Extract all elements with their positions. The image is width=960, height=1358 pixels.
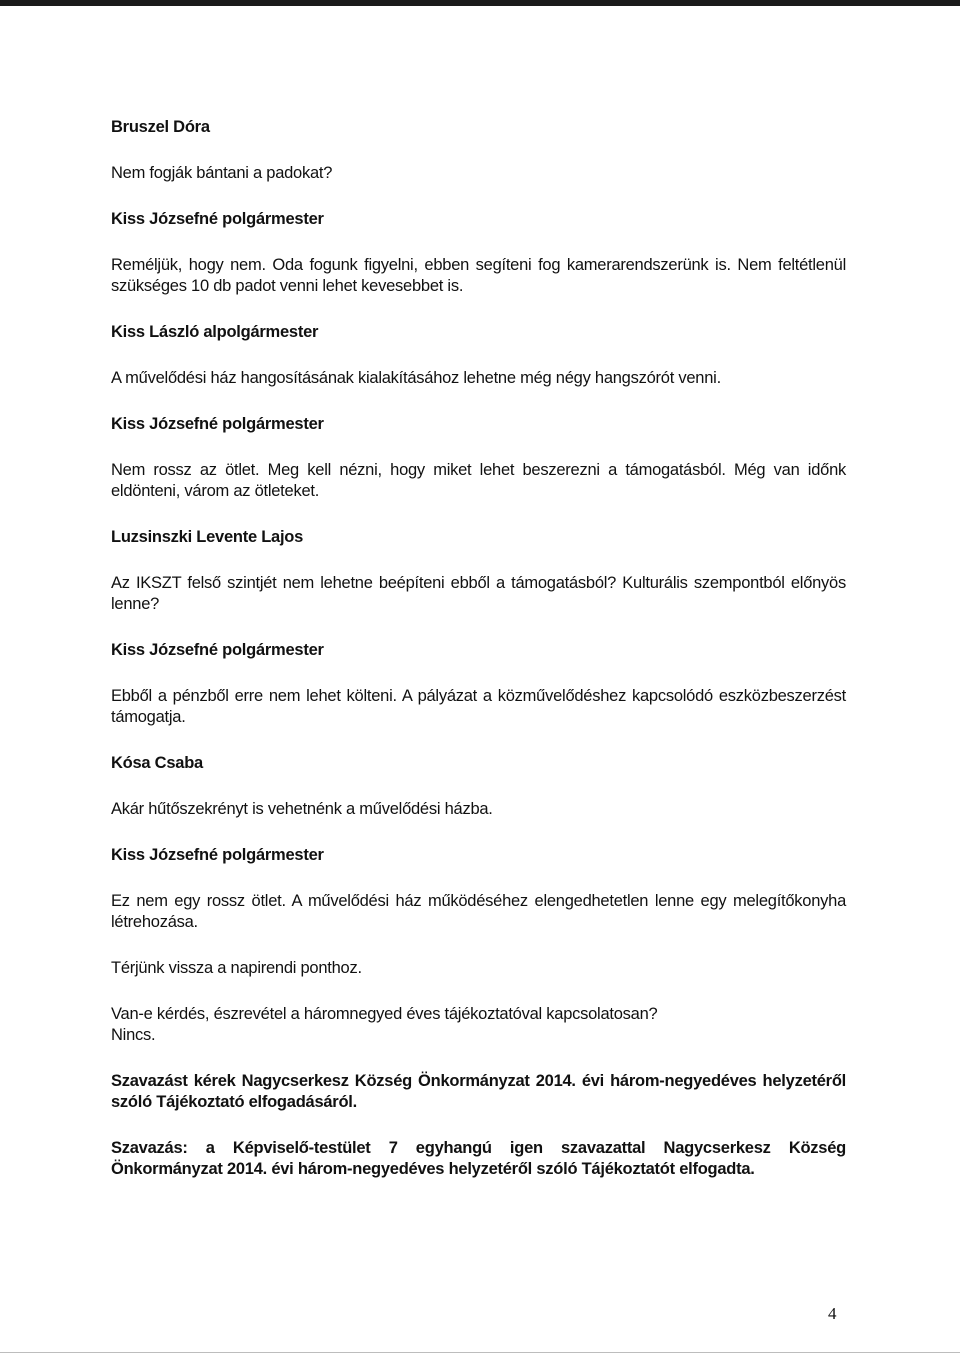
bottom-border-line	[0, 1352, 960, 1353]
vote-request: Szavazást kérek Nagycserkesz Község Önkormányzat 2014. évi három-negyedéves helyzetéről szóló Tájékoztató elfogadásáról.	[111, 1072, 846, 1111]
speech-paragraph: Van-e kérdés, észrevétel a háromnegyed éves tájékoztatóval kapcsolatosan?	[111, 1005, 658, 1023]
speaker-name: Kiss Józsefné polgármester	[111, 846, 324, 864]
speech-paragraph: Ez nem egy rossz ötlet. A művelődési ház működéséhez elengedhetetlen lenne egy melegítőkonyha létrehozása.	[111, 892, 846, 931]
page-number: 4	[828, 1304, 837, 1323]
speech-paragraph: Nem fogják bántani a padokat?	[111, 164, 333, 182]
speech-paragraph: A művelődési ház hangosításának kialakításához lehetne még négy hangszórót venni.	[111, 369, 721, 387]
speaker-name: Kósa Csaba	[111, 754, 203, 772]
speaker-name: Kiss Józsefné polgármester	[111, 641, 324, 659]
speech-paragraph: Az IKSZT felső szintjét nem lehetne beépíteni ebből a támogatásból? Kulturális szempontból előnyös lenne?	[111, 574, 846, 613]
document-body	[111, 117, 846, 1180]
speaker-name: Kiss Józsefné polgármester	[111, 210, 324, 228]
speaker-name: Luzsinszki Levente Lajos	[111, 528, 304, 546]
speaker-name: Kiss Józsefné polgármester	[111, 415, 324, 433]
speech-paragraph: Térjünk vissza a napirendi ponthoz.	[111, 959, 362, 977]
speech-paragraph: Nincs.	[111, 1026, 156, 1044]
speech-paragraph: Ebből a pénzből erre nem lehet költeni. A pályázat a közművelődéshez kapcsolódó eszközbeszerzést támogatja.	[111, 687, 846, 726]
speech-paragraph: Nem rossz az ötlet. Meg kell nézni, hogy miket lehet beszerezni a támogatásból. Még van időnk eldönteni, várom az ötleteket.	[111, 461, 846, 500]
speaker-name: Bruszel Dóra	[111, 118, 210, 136]
vote-result: Szavazás: a Képviselő-testület 7 egyhangú igen szavazattal Nagycserkesz Község Önkormányzat 2014. évi három-negyedéves helyzetéről szóló Tájékoztatót elfogadta.	[111, 1139, 846, 1178]
speech-paragraph: Akár hűtőszekrényt is vehetnénk a művelődési házba.	[111, 800, 493, 818]
speech-paragraph: Reméljük, hogy nem. Oda fogunk figyelni, ebben segíteni fog kamerarendszerünk is. Nem feltétlenül szükséges 10 db padot venni lehet kevesebbet is.	[111, 256, 846, 295]
top-border-line	[0, 0, 960, 6]
speaker-name: Kiss László alpolgármester	[111, 323, 319, 341]
